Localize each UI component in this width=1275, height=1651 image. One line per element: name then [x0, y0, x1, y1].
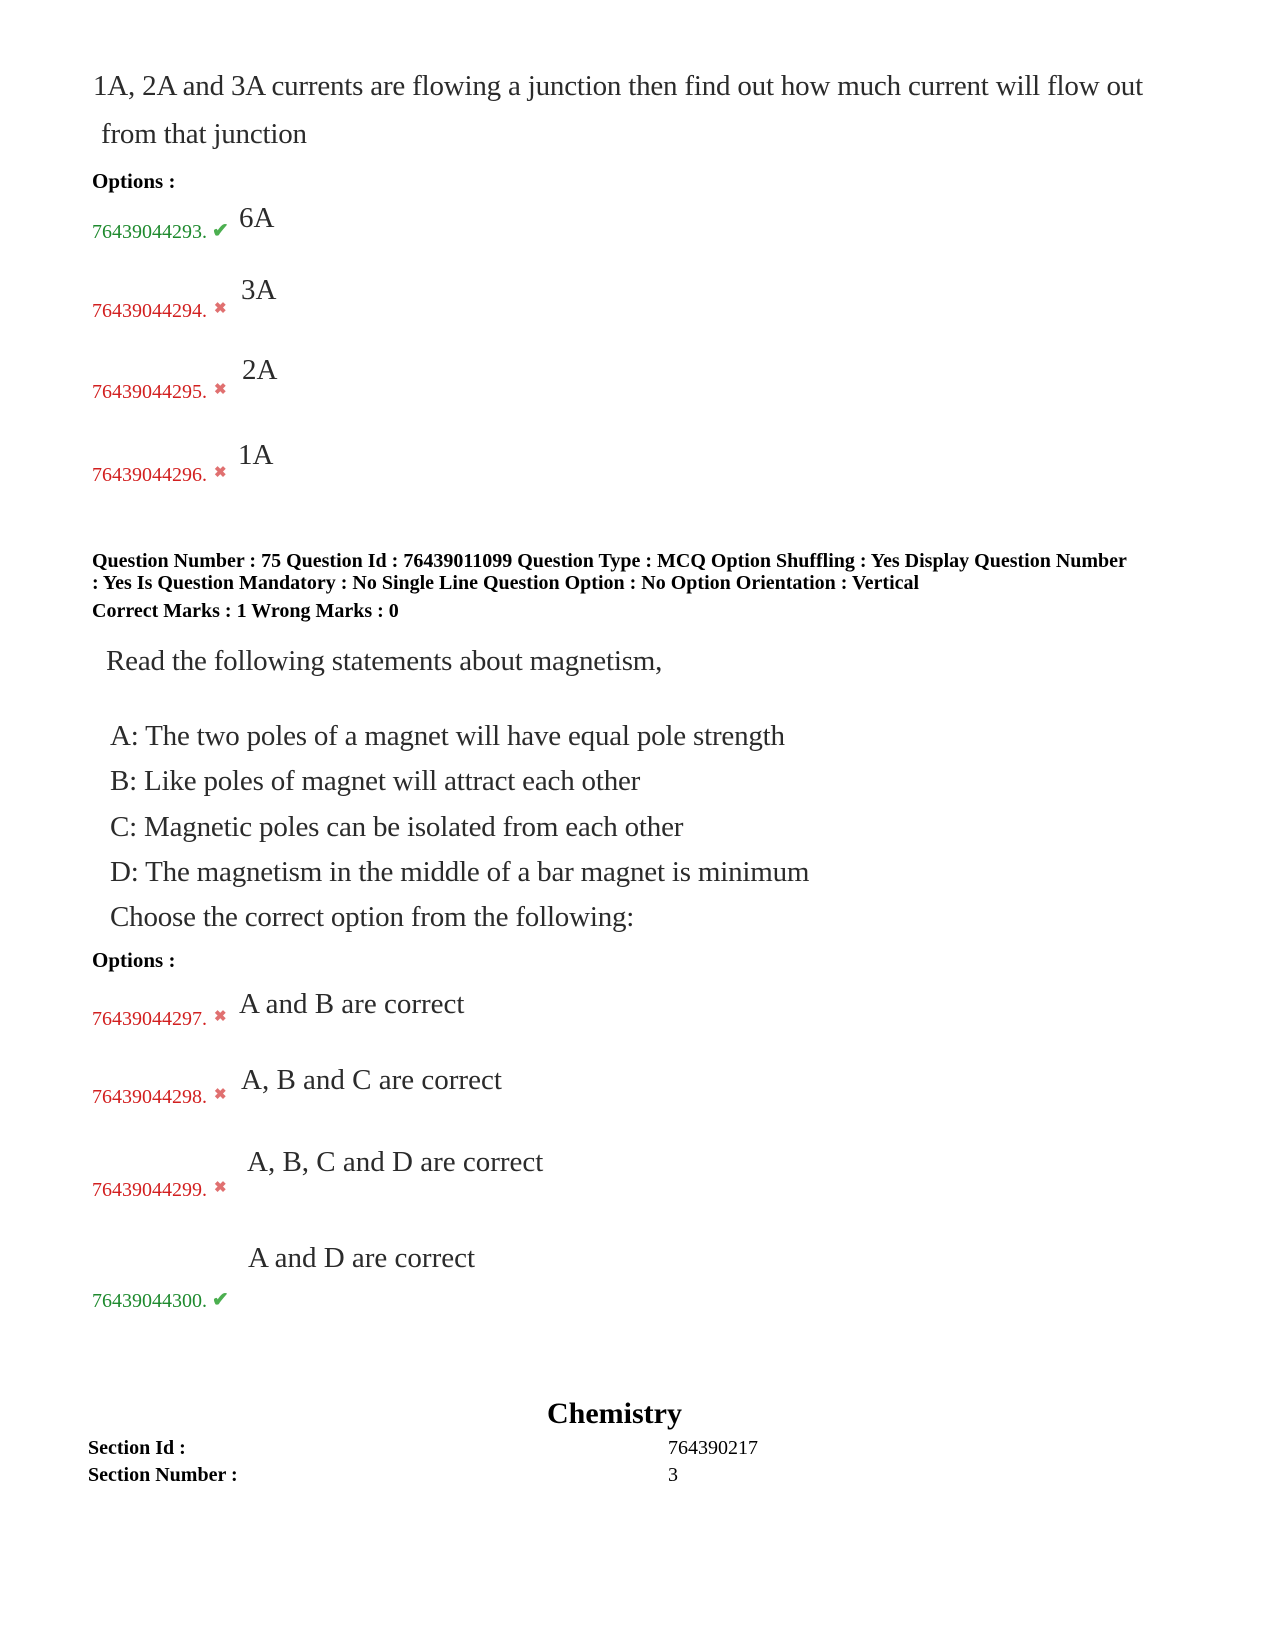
- option-id: 76439044295.: [92, 381, 207, 403]
- option-id: 76439044300.: [92, 1290, 207, 1312]
- check-icon: ✔: [212, 1289, 229, 1311]
- question-prompt: Choose the correct option from the following:: [110, 901, 635, 933]
- question-text-line1: 1A, 2A and 3A currents are flowing a junction then find out how much current will flow out: [93, 70, 1143, 102]
- option-text: A, B and C are correct: [241, 1064, 502, 1096]
- section-number-label: Section Number :: [88, 1464, 238, 1486]
- option-id: 76439044298.: [92, 1086, 207, 1108]
- cross-icon: ✖: [214, 1087, 227, 1103]
- option-text: A, B, C and D are correct: [247, 1146, 544, 1178]
- statement-b: B: Like poles of magnet will attract each other: [110, 765, 641, 797]
- question-text-line2: from that junction: [101, 118, 307, 150]
- section-id-label: Section Id :: [88, 1437, 186, 1459]
- options-label: Options :: [92, 169, 176, 193]
- option-text: A and B are correct: [239, 988, 465, 1020]
- options-label: Options :: [92, 948, 176, 972]
- section-title: Chemistry: [547, 1397, 682, 1430]
- check-icon: ✔: [212, 220, 229, 242]
- statement-a: A: The two poles of a magnet will have equal pole strength: [110, 720, 785, 752]
- section-id-value: 764390217: [668, 1437, 758, 1459]
- cross-icon: ✖: [214, 301, 227, 317]
- option-id: 76439044299.: [92, 1179, 207, 1201]
- option-text: A and D are correct: [248, 1242, 476, 1274]
- option-text: 3A: [241, 274, 277, 306]
- question-marks: Correct Marks : 1 Wrong Marks : 0: [92, 600, 399, 622]
- section-number-value: 3: [668, 1464, 678, 1486]
- question-meta-line2: : Yes Is Question Mandatory : No Single Line Question Option : No Option Orientation : Vertical: [92, 572, 920, 594]
- cross-icon: ✖: [214, 382, 227, 398]
- cross-icon: ✖: [214, 465, 227, 481]
- option-id: 76439044296.: [92, 464, 207, 486]
- question-intro: Read the following statements about magnetism,: [106, 645, 663, 677]
- option-text: 1A: [238, 439, 274, 471]
- statement-c: C: Magnetic poles can be isolated from each other: [110, 811, 684, 843]
- option-id: 76439044297.: [92, 1008, 207, 1030]
- option-text: 2A: [242, 354, 278, 386]
- option-text: 6A: [239, 202, 275, 234]
- statement-d: D: The magnetism in the middle of a bar magnet is minimum: [110, 856, 810, 888]
- cross-icon: ✖: [214, 1009, 227, 1025]
- question-meta-line1: Question Number : 75 Question Id : 76439011099 Question Type : MCQ Option Shuffling : Yes Display Question Number: [92, 550, 1127, 572]
- cross-icon: ✖: [214, 1180, 227, 1196]
- option-id: 76439044294.: [92, 300, 207, 322]
- option-id: 76439044293.: [92, 221, 207, 243]
